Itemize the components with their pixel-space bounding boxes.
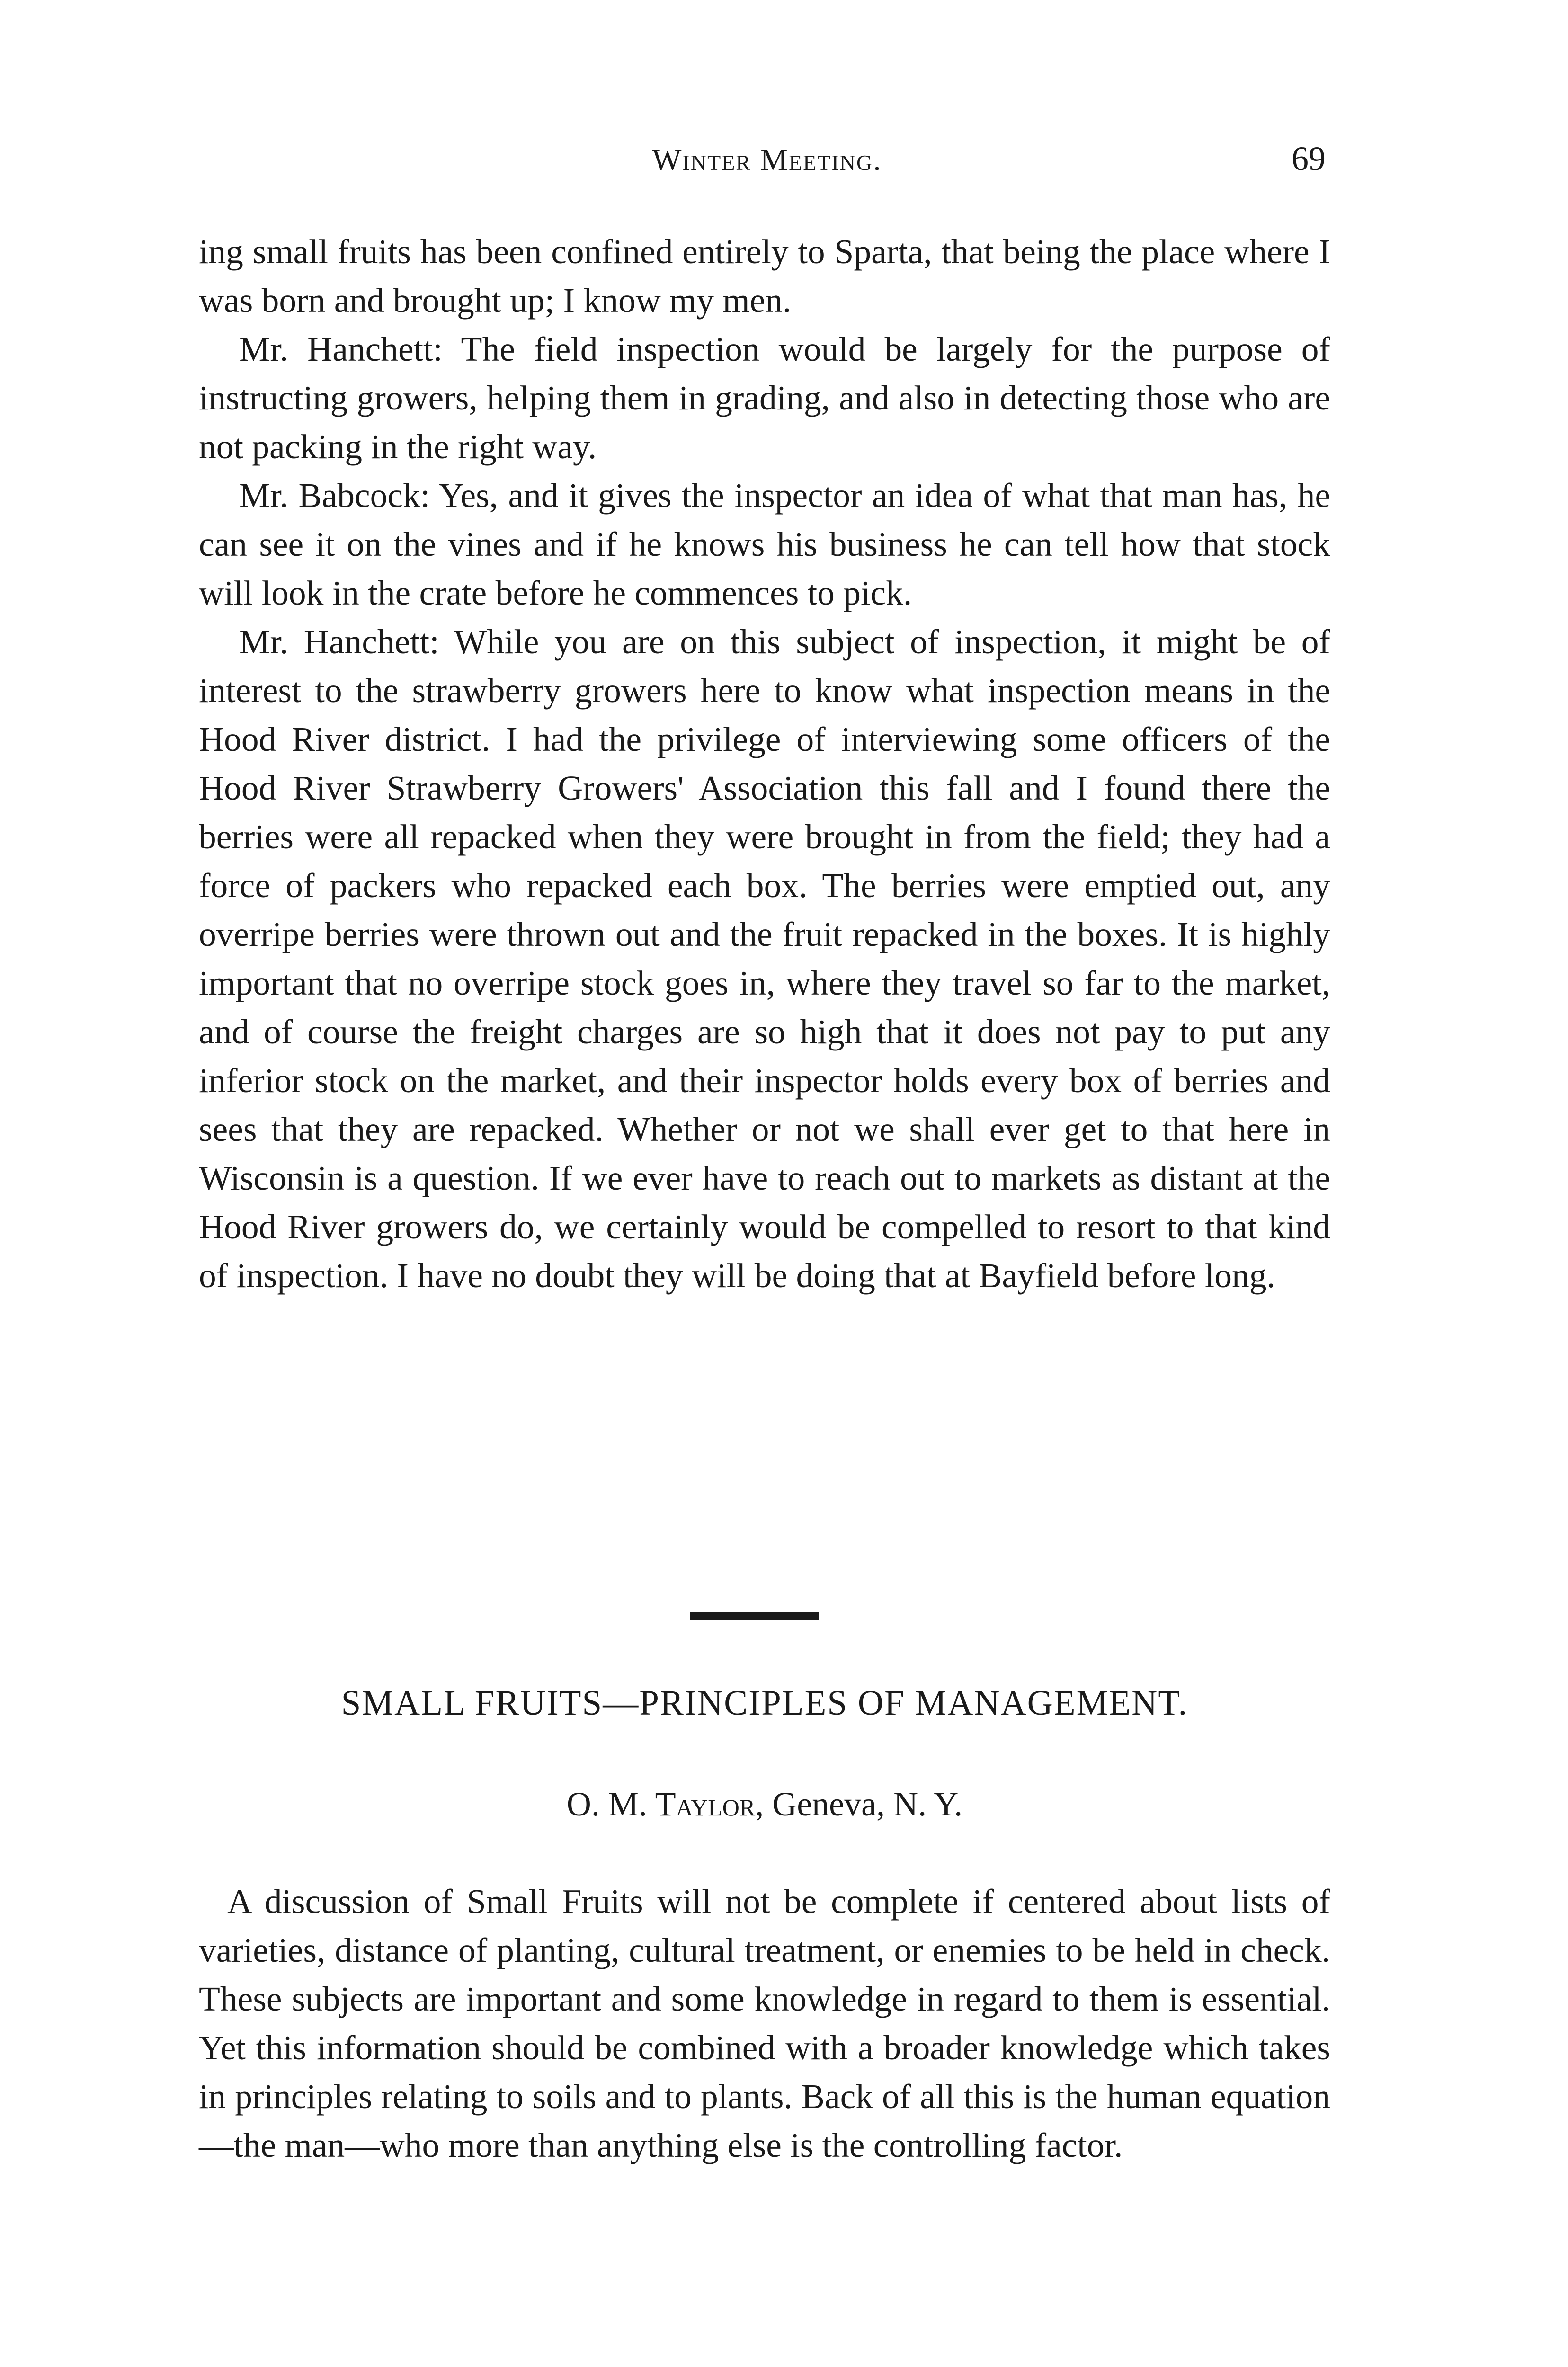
running-title: Winter Meeting. xyxy=(652,142,882,177)
page-number: 69 xyxy=(1292,140,1326,178)
running-header xyxy=(199,142,1335,185)
section-divider xyxy=(690,1612,819,1620)
section-text xyxy=(199,1877,1330,2170)
body-text xyxy=(199,227,1330,1300)
author-name: O. M. Taylor, xyxy=(566,1785,764,1823)
paragraph-hanchett-1: Mr. Hanchett: The field inspection would be largely for the purpose of instructing growers, helping them in grading, and also in detecting those who are not packing in the right way. xyxy=(199,330,1330,466)
paragraph-hanchett-2: Mr. Hanchett: While you are on this subject of inspection, it might be of interest to the strawberry growers here to know what inspection means in the Hood River district. I had the privilege of interviewing some officers of the Hood River Strawberry Growers' Association this fall and I found there the berries were all repacked when they were brought in from the field; they had a force of packers who repacked each box. The berries were emptied out, any overripe berries were thrown out and the fruit repacked in the boxes. It is highly important that no overripe stock goes in, where they travel so far to the market, and of course the freight charges are so high that it does not pay to put any inferior stock on the market, and their inspector holds every box of berries and sees that they are repacked. Whether or not we shall ever get to that here in Wisconsin is a question. If we ever have to reach out to markets as distant at the Hood River growers do, we certainly would be compelled to resort to that kind of inspection. I have no doubt they will be doing that at Bayfield before long. xyxy=(199,623,1330,1295)
paragraph-babcock: Mr. Babcock: Yes, and it gives the inspector an idea of what that man has, he can see it on the vines and if he knows his business he can tell how that stock will look in the crate before he commences to pick. xyxy=(199,476,1330,612)
byline xyxy=(199,1785,1330,1824)
paragraph-continued: ing small fruits has been confined entirely to Sparta, that being the place where I was born and brought up; I know my men. xyxy=(199,232,1330,320)
author-location: Geneva, N. Y. xyxy=(764,1785,963,1823)
section-title: SMALL FRUITS—PRINCIPLES OF MANAGEMENT. xyxy=(341,1683,1188,1723)
section-paragraph: A discussion of Small Fruits will not be complete if centered about lists of varieties, distance of planting, cultural treatment, or enemies to be held in check. These subjects are important and some knowledge in regard to them is essential. Yet this information should be combined with a broader knowledge which takes in principles relating to soils and to plants. Back of all this is the human equation—the man—who more than anything else is the controlling factor. xyxy=(199,1882,1330,2164)
